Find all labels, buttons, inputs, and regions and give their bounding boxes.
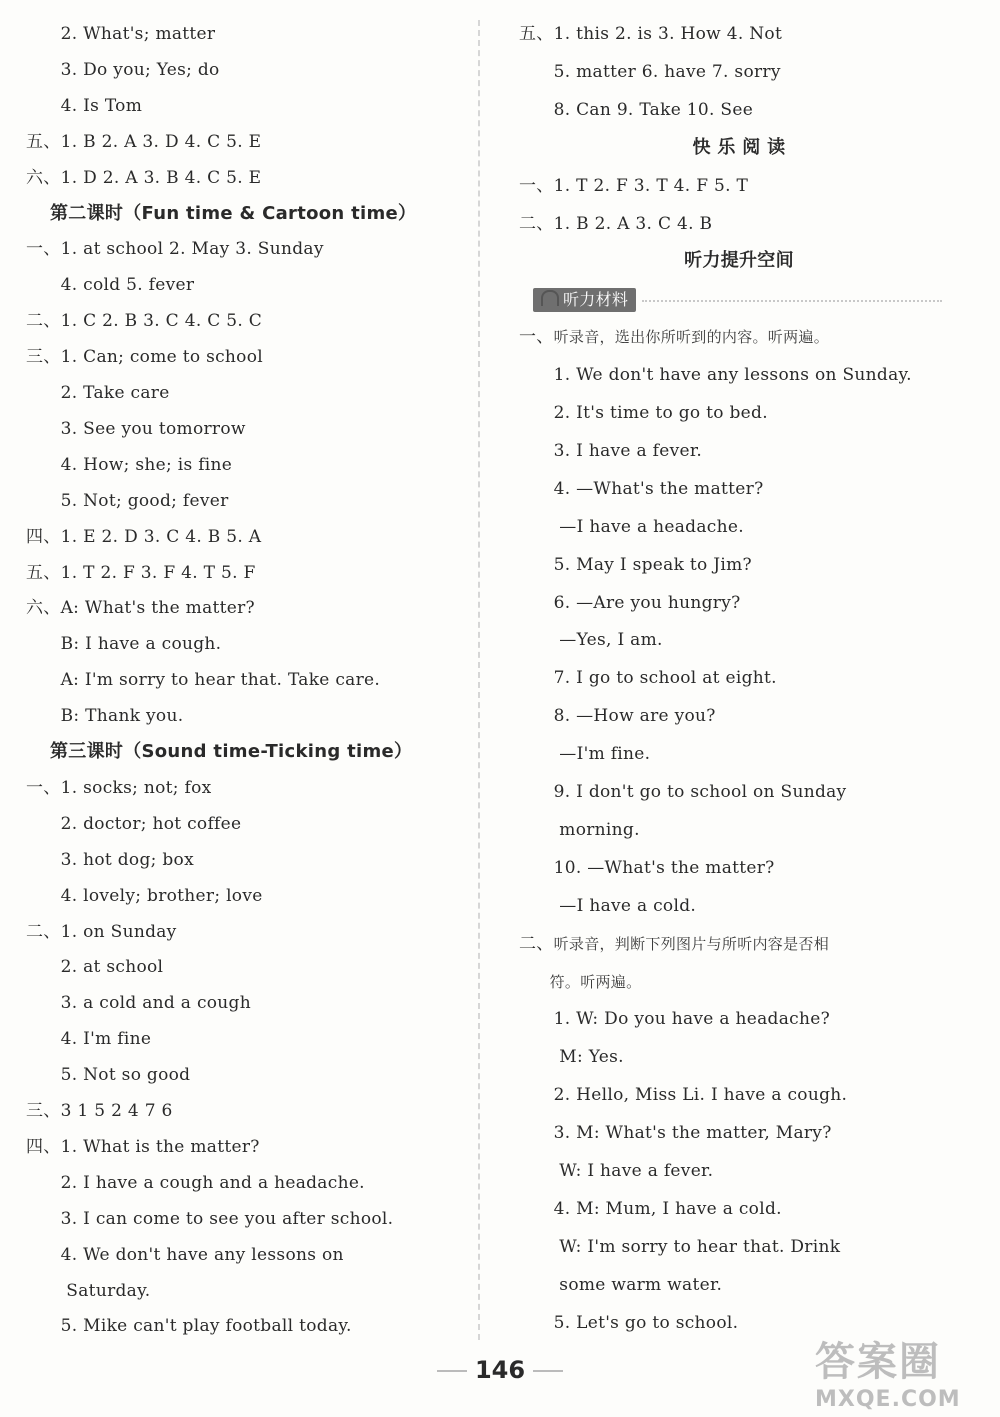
answer-line: [519, 516, 744, 538]
answer-line: [26, 23, 215, 45]
section-heading: 快 乐 阅 读: [692, 136, 786, 158]
answer-text: B: Thank you.: [26, 706, 184, 727]
answer-line: [26, 1136, 260, 1158]
answer-line: [26, 562, 256, 584]
answer-line: [26, 669, 380, 691]
question-number: 六、: [26, 167, 61, 188]
answer-text: —Yes, I am.: [519, 630, 663, 651]
answer-line: [519, 440, 702, 462]
answer-text: 4. How; she; is fine: [26, 454, 233, 475]
answer-line: [519, 402, 768, 424]
answer-line: [26, 849, 194, 871]
answer-line: [519, 61, 781, 83]
watermark-line1: 答案圈: [815, 1339, 941, 1385]
question-number: 二、: [519, 933, 554, 954]
answer-line: [26, 310, 262, 332]
answer-text: 2. What's; matter: [26, 24, 216, 44]
answer-line: [519, 705, 716, 727]
answer-line: [26, 274, 194, 296]
question-number: 二、: [26, 311, 61, 332]
dotted-rule: [642, 300, 942, 302]
answer-line: [26, 382, 170, 404]
answer-line: [26, 1028, 151, 1050]
answer-text: 1. socks; not; fox: [60, 777, 212, 798]
answer-text: 2. Hello, Miss Li. I have a cough.: [519, 1085, 848, 1106]
answer-line: [26, 238, 324, 260]
watermark-logo: [815, 1330, 995, 1410]
answer-line: [26, 167, 261, 189]
answer-text: 5. matter 6. have 7. sorry: [519, 61, 781, 82]
answer-line: [519, 1008, 830, 1030]
answer-text: 10. —What's the matter?: [519, 857, 775, 878]
answer-line: [26, 1280, 150, 1302]
answer-text: 1. at school 2. May 3. Sunday: [60, 239, 324, 260]
question-number: 四、: [26, 1136, 61, 1157]
question-number: 三、: [26, 1101, 61, 1121]
answer-text: 3 1 5 2 4 7 6: [60, 1101, 173, 1121]
question-number: 五、: [26, 131, 61, 152]
answer-text: 5. Let's go to school.: [519, 1312, 739, 1333]
answer-text: 1. this 2. is 3. How 4. Not: [553, 24, 783, 44]
answer-text: 4. I'm fine: [26, 1029, 152, 1050]
watermark-line2: MXQE.COM: [815, 1387, 961, 1412]
answer-line: [26, 956, 163, 978]
answer-text: 3. I have a fever.: [519, 440, 703, 461]
answer-line: [26, 346, 263, 368]
answer-text: 1. E 2. D 3. C 4. B 5. A: [60, 526, 262, 547]
answer-text: 1. B 2. A 3. D 4. C 5. E: [60, 131, 262, 152]
headphones-icon: [541, 290, 559, 306]
answer-text: 2. at school: [26, 957, 164, 978]
question-number: 一、: [519, 327, 554, 348]
question-number: 一、: [519, 175, 554, 196]
answer-line: [519, 1046, 624, 1068]
answer-text: 4. cold 5. fever: [26, 275, 195, 296]
answer-line: [519, 971, 641, 993]
answer-text: 5. Not; good; fever: [26, 490, 229, 511]
answer-text: 1. What is the matter?: [60, 1136, 260, 1157]
answer-line: [519, 857, 775, 879]
answer-line: [26, 1244, 344, 1266]
answer-text: 6. —Are you hungry?: [519, 592, 741, 613]
answer-text: A: I'm sorry to hear that. Take care.: [26, 670, 381, 691]
answer-line: [519, 1160, 713, 1182]
answer-line: [26, 1172, 365, 1194]
question-number: 四、: [26, 526, 61, 547]
answer-text: 2. Take care: [26, 383, 170, 403]
answer-text: some warm water.: [519, 1274, 723, 1295]
answer-line: [26, 131, 261, 153]
tag-label: [533, 288, 636, 312]
answer-text: 1. W: Do you have a headache?: [519, 1009, 831, 1030]
answer-line: [26, 921, 177, 943]
answer-text: M: Yes.: [519, 1047, 624, 1068]
answer-text: —I have a cold.: [519, 895, 697, 916]
answer-line: [26, 95, 142, 117]
answer-text: 3. Do you; Yes; do: [26, 59, 220, 80]
answer-text: Saturday.: [26, 1280, 151, 1301]
answer-line: [26, 597, 255, 619]
question-number: 五、: [26, 562, 61, 583]
answer-text: 8. —How are you?: [519, 706, 716, 727]
section-heading: 听力提升空间: [684, 250, 794, 272]
answer-text: 1. We don't have any lessons on Sunday.: [519, 365, 912, 386]
answer-line: [26, 490, 229, 512]
answer-line: [519, 326, 829, 348]
answer-text: 4. Is Tom: [26, 95, 143, 116]
answer-text: 5. Not so good: [26, 1065, 191, 1086]
answer-text: morning.: [519, 819, 640, 840]
answer-line: [26, 59, 220, 81]
question-number: 二、: [26, 921, 61, 942]
answer-line: [519, 667, 777, 689]
answer-text: 8. Can 9. Take 10. See: [519, 99, 754, 120]
answer-text: 3. See you tomorrow: [26, 418, 246, 439]
page-number-dash-left: [437, 1370, 467, 1372]
listening-material-tag: [533, 288, 942, 312]
column-divider: [478, 20, 480, 1340]
answer-line: [26, 418, 246, 440]
lesson-heading: 第二课时（Fun time & Cartoon time）: [50, 202, 417, 224]
answer-line: [519, 478, 763, 500]
answer-line: [519, 895, 696, 917]
answer-line: [26, 1315, 352, 1337]
instruction-text: 听录音，选出你所听到的内容。听两遍。: [553, 328, 830, 347]
answer-line: [519, 933, 829, 955]
answer-line: [26, 705, 183, 727]
answer-text: 4. M: Mum, I have a cold.: [519, 1198, 782, 1219]
instruction-text: 听录音，判断下列图片与所听内容是否相: [553, 934, 830, 953]
answer-line: [519, 743, 650, 765]
answer-text: 1. on Sunday: [60, 921, 177, 942]
answer-line: [519, 819, 640, 841]
question-number: 三、: [26, 347, 61, 368]
answer-text: —I'm fine.: [519, 744, 651, 765]
answer-line: [519, 1198, 782, 1220]
answer-text: 1. Can; come to school: [60, 347, 263, 368]
tag-text: 听力材料: [563, 290, 629, 310]
answer-text: 1. T 2. F 3. T 4. F 5. T: [553, 175, 749, 196]
answer-line: [519, 554, 752, 576]
answer-text: 1. C 2. B 3. C 4. C 5. C: [60, 311, 263, 332]
answer-text: 5. Mike can't play football today.: [26, 1316, 352, 1337]
answer-line: [519, 1274, 722, 1296]
answer-text: 2. doctor; hot coffee: [26, 813, 242, 834]
question-number: 一、: [26, 239, 61, 260]
answer-line: [519, 1236, 840, 1258]
answer-line: [519, 629, 663, 651]
instruction-text: 符。听两遍。: [519, 972, 642, 991]
answer-line: [519, 1122, 832, 1144]
answer-line: [26, 633, 221, 655]
answer-line: [519, 213, 712, 235]
answer-line: [26, 777, 212, 799]
answer-text: W: I'm sorry to hear that. Drink: [519, 1236, 841, 1257]
answer-line: [26, 1208, 393, 1230]
answer-text: W: I have a fever.: [519, 1161, 714, 1181]
page-number-dash-right: [533, 1370, 563, 1372]
answer-text: 3. I can come to see you after school.: [26, 1208, 394, 1229]
answer-text: —I have a headache.: [519, 516, 744, 537]
answer-line: [519, 364, 912, 386]
answer-line: [26, 813, 241, 835]
lesson-heading: 第三课时（Sound time-Ticking time）: [50, 741, 413, 762]
answer-text: 2. It's time to go to bed.: [519, 403, 768, 423]
question-number: 五、: [519, 24, 554, 44]
answer-text: 2. I have a cough and a headache.: [26, 1172, 365, 1193]
answer-line: [519, 781, 846, 803]
answer-text: 3. hot dog; box: [26, 849, 194, 870]
answer-line: [519, 592, 741, 614]
answer-line: [519, 175, 748, 197]
page-number-text: 146: [474, 1356, 526, 1384]
answer-line: [26, 1064, 190, 1086]
answer-line: [519, 99, 753, 121]
answer-line: [26, 992, 251, 1014]
answer-line: [26, 454, 232, 476]
answer-text: 1. B 2. A 3. C 4. B: [553, 213, 713, 234]
answer-line: [519, 23, 782, 45]
answer-text: 3. M: What's the matter, Mary?: [519, 1123, 832, 1144]
answer-text: 4. lovely; brother; love: [26, 885, 263, 906]
answer-line: [26, 526, 261, 548]
answer-line: [26, 885, 263, 907]
answer-text: 4. We don't have any lessons on: [26, 1244, 344, 1265]
question-number: 六、: [26, 598, 61, 619]
answer-line: [519, 1312, 738, 1334]
answer-text: 1. T 2. F 3. F 4. T 5. F: [60, 562, 256, 583]
answer-text: 5. May I speak to Jim?: [519, 554, 752, 575]
answer-text: 4. —What's the matter?: [519, 478, 764, 499]
answer-text: A: What's the matter?: [60, 598, 255, 619]
answer-line: [519, 1084, 847, 1106]
answer-text: 9. I don't go to school on Sunday: [519, 782, 847, 802]
answer-text: 7. I go to school at eight.: [519, 668, 777, 689]
question-number: 二、: [519, 213, 554, 234]
answer-text: 3. a cold and a cough: [26, 993, 251, 1014]
answer-line: [26, 1100, 173, 1122]
answer-text: 1. D 2. A 3. B 4. C 5. E: [60, 167, 262, 188]
question-number: 一、: [26, 777, 61, 798]
answer-text: B: I have a cough.: [26, 634, 222, 655]
